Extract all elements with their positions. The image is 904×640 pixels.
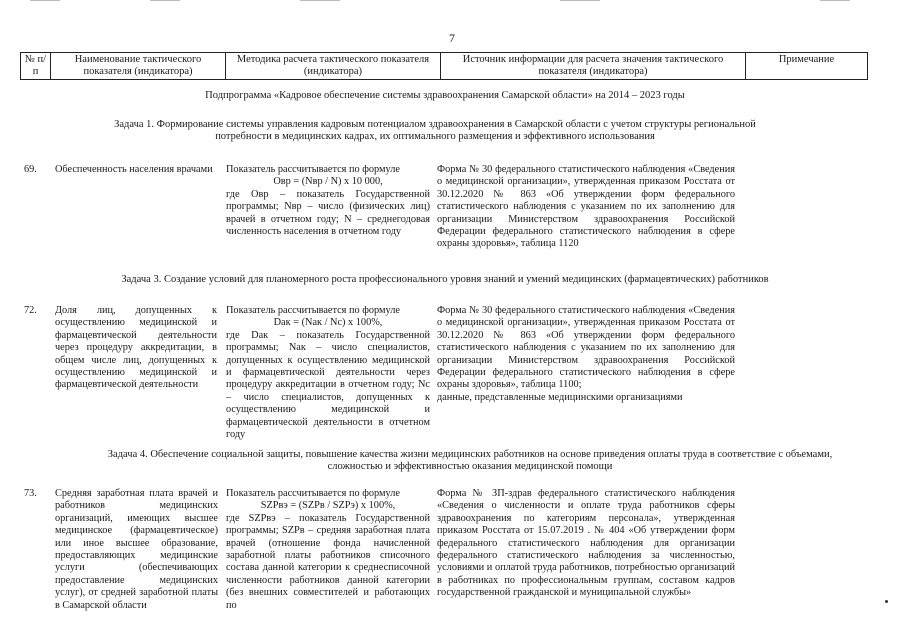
row-73-method-text: где SZPвэ – показатель Государственной программы; SZPв – средняя заработная плата врачей (отношение фонда начисленной заработной платы работников списочного состава данной категории к среднесписочной численности работников данной категории (без внешних совместителей и работающих по <box>226 512 430 611</box>
scan-artifact <box>560 0 600 1</box>
row-72-name: Доля лиц, допущенных к осуществлению медицинской и фармацевтической деятельности через процедуру аккредитации, в общем числе лиц, допущенных к осуществлению медицинской и фармацевтической деятельности <box>55 305 217 391</box>
row-69-source: Форма № 30 федерального статистического наблюдения «Сведения о медицинской организации», утвержденная приказом Росстата от 30.12.2020 № 863 «Об утверждении форм федерального статистического наблюдения с указанием по их заполнению для организации Министерством здравоохранения Российской Федерации федерального статистического наблюдения в сфере охраны здоровья», таблица 1120 <box>437 164 735 250</box>
header-col-number: № п/п <box>21 53 51 80</box>
row-69-method-intro: Показатель рассчитывается по формуле <box>226 164 400 175</box>
row-69-formula: Овр = (Nвр / N) х 10 000, <box>273 176 383 188</box>
row-72-number: 72. <box>24 305 37 316</box>
row-73-source: Форма № ЗП-здрав федерального статистического наблюдения «Сведения о численности и оплате труда работников сферы здравоохранения по категориям персонала», утвержденная приказом Росстата от 15.07.2019 . № 404 «Об утверждении форм федерального статистического наблюдения для организации федерального статистического наблюдения за численностью, условиями и оплатой труда работников, потребностью организаций в работниках по профессиональным группам, составом кадров государственной гражданской и муниципальной службы» <box>437 488 735 599</box>
row-72-method <box>226 305 430 441</box>
page-number: 7 <box>449 31 455 45</box>
row-69-method <box>226 164 430 238</box>
row-72-method-intro: Показатель рассчитывается по формуле <box>226 305 400 316</box>
scan-artifact <box>300 0 340 1</box>
scan-artifact <box>820 0 850 1</box>
row-73-name: Средняя заработная плата врачей и работников медицинских организаций, имеющих высшее медицинское (фармацевтическое) или иное высшее образование, предоставляющих медицинские услуги (обеспечивающих предоставление медицинских услуг), от средней заработной платы в Самарской области <box>55 488 218 611</box>
row-72-source-extra: данные, представленные медицинскими организациями <box>437 391 683 403</box>
row-73-number: 73. <box>24 488 37 499</box>
subprogram-title: Подпрограмма «Кадровое обеспечение системы здравоохранения Самарской области» на 2014 – 2023 годы <box>205 90 685 101</box>
row-72-formula: Dак = (Nак / Nс) х 100%, <box>273 317 383 329</box>
scan-speck <box>885 600 888 603</box>
row-72-method-text: где Dак – показатель Государственной программы; Nак – число специалистов, допущенных к осуществлению медицинской и фармацевтической деятельности через процедуру аккредитации в отчетном году; Nс – число специалистов, допущенных к осуществлению медицинской и фармацевтической деятельности в отчетном году <box>226 329 430 441</box>
task-1-heading: Задача 1. Формирование системы управления кадровым потенциалом здравоохранения в Самарской области с учетом структуры региональной потребности в медицинских кадрах, их оптимального размещения и эффективного использования <box>114 119 756 142</box>
task-4-heading: Задача 4. Обеспечение социальной защиты, повышение качества жизни медицинских работников на основе приведения оплаты труда в соответствие с объемами, сложностью и эффективностью оказания медицинской помощи <box>107 449 833 472</box>
header-col-name: Наименование тактического показателя (индикатора) <box>51 53 226 80</box>
task-3-heading: Задача 3. Создание условий для планомерного роста профессионального уровня знаний и умений медицинских (фармацевтических) работников <box>121 274 769 285</box>
header-col-source: Источник информации для расчета значения тактического показателя (индикатора) <box>441 53 746 80</box>
row-72-source-text: Форма № 30 федерального статистического наблюдения «Сведения о медицинской организации», утвержденная приказом Росстата от 30.12.2020 № 863 «Об утверждении форм федерального статистического наблюдения с указанием по их заполнению для организации Министерством здравоохранения Российской Федерации федерального статистического наблюдения в сфере охраны здоровья», таблица 1100; <box>437 305 735 391</box>
row-69-number: 69. <box>24 164 37 175</box>
scan-artifact <box>150 0 180 1</box>
row-73-formula: SZPвэ = (SZPв / SZPэ) х 100%, <box>260 500 396 512</box>
row-73-method-intro: Показатель рассчитывается по формуле <box>226 488 400 499</box>
scan-artifact <box>30 0 60 1</box>
row-69-name: Обеспеченность населения врачами <box>55 164 213 175</box>
header-col-method: Методика расчета тактического показателя (индикатора) <box>226 53 441 80</box>
table-header <box>20 52 868 80</box>
header-col-note: Примечание <box>746 53 868 80</box>
row-69-method-text: где Овр – показатель Государственной программы; Nвр – число (физических лиц) врачей в отчетном году; N – среднегодовая численность населения в отчетном году <box>226 188 430 238</box>
row-72-source <box>437 305 735 404</box>
row-73-method <box>226 488 430 612</box>
